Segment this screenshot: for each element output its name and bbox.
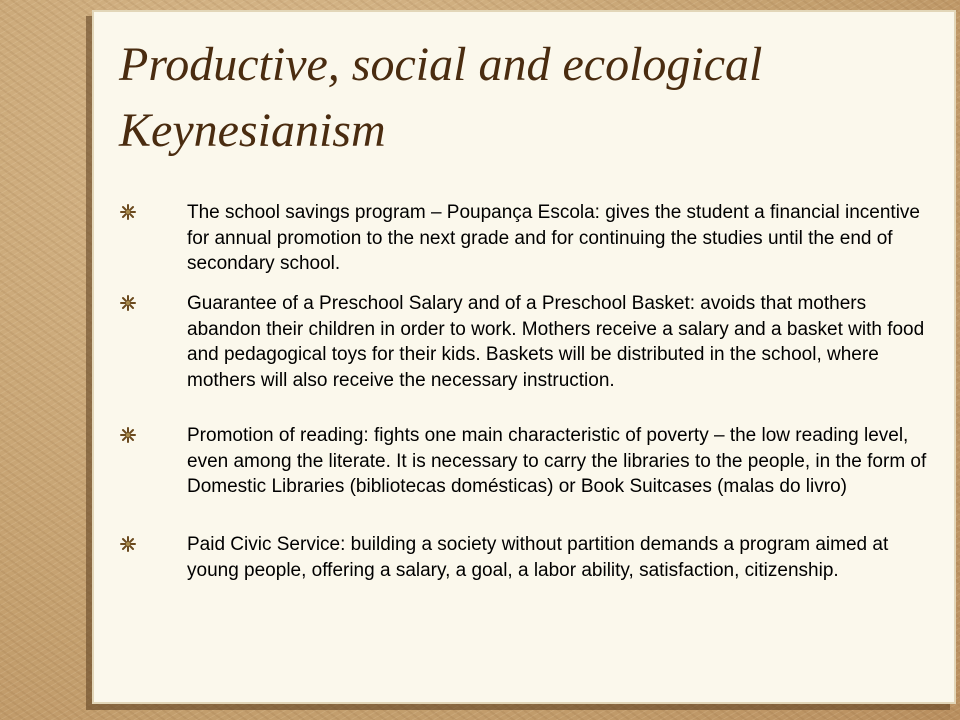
- bullet-text: The school savings program – Poupança Escola: gives the student a financial incentive for annual promotion to the next grade and for continuing the studies until the end of secondary school.: [187, 202, 920, 275]
- bullet-text: Paid Civic Service: building a society without partition demands a program aimed at young people, offering a salary, a goal, a labor ability, satisfaction, citizenship.: [187, 534, 889, 581]
- slide-panel: [92, 10, 956, 704]
- star-bullet-icon: [120, 427, 136, 443]
- star-bullet-icon: [120, 536, 136, 552]
- bullet-text: Guarantee of a Preschool Salary and of a Preschool Basket: avoids that mothers abandon their children in order to work. Mothers receive a salary and a basket with food and pedagogical toys for their kids. Baskets will be distributed in the school, where mothers will also receive the necessary instruction.: [187, 293, 925, 391]
- star-bullet-icon: [120, 295, 136, 311]
- slide-title: Productive, social and ecological Keynesianism: [119, 38, 763, 157]
- bullet-list: [92, 10, 956, 704]
- bullet-text: Promotion of reading: fights one main characteristic of poverty – the low reading level, even among the literate. It is necessary to carry the libraries to the people, in the form of Domestic Libraries (bibliotecas domésticas) or Book Suitcases (malas do livro): [187, 425, 927, 498]
- star-bullet-icon: [120, 204, 136, 220]
